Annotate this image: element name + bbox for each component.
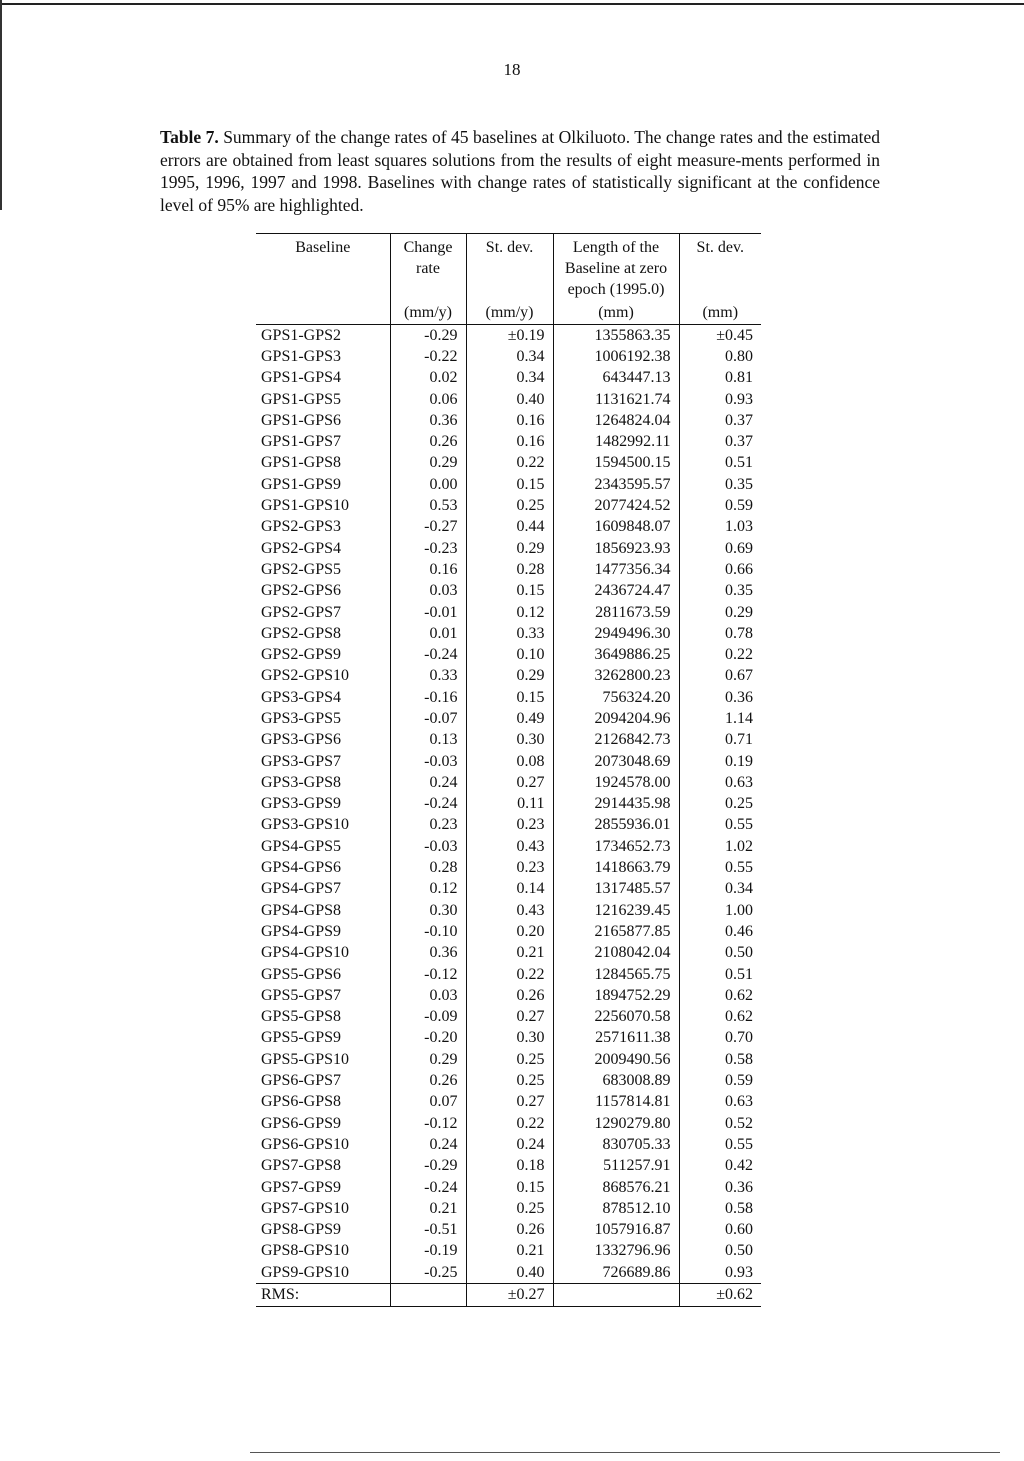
- cell-baseline: GPS2-GPS6: [261, 582, 342, 600]
- cell-length: 2165877.85: [553, 921, 679, 942]
- cell-baseline: GPS5-GPS9: [261, 1029, 342, 1047]
- cell-st-dev-length: 0.59: [679, 1070, 761, 1091]
- cell-length: 1290279.80: [553, 1113, 679, 1134]
- cell-change-rate: -0.23: [390, 538, 466, 559]
- cell-change-rate: -0.24: [390, 1177, 466, 1198]
- cell-baseline: GPS3-GPS6: [261, 731, 342, 749]
- cell-length: 2094204.96: [553, 708, 679, 729]
- table-row: [256, 1007, 761, 1028]
- cell-baseline: GPS1-GPS7: [261, 433, 342, 451]
- cell-baseline: GPS1-GPS2: [261, 326, 342, 344]
- cell-length: 878512.10: [553, 1198, 679, 1219]
- cell-change-rate: -0.12: [390, 1113, 466, 1134]
- table-row: [256, 431, 761, 452]
- cell-length: 756324.20: [553, 687, 679, 708]
- cell-length: 1264824.04: [553, 410, 679, 431]
- cell-st-dev-length: 1.03: [679, 517, 761, 538]
- cell-change-rate: 0.24: [390, 772, 466, 793]
- cell-change-rate: 0.03: [390, 985, 466, 1006]
- cell-change-rate: 0.01: [390, 623, 466, 644]
- caption-label: Table 7.: [160, 127, 219, 147]
- cell-st-dev-rate: 0.43: [466, 836, 553, 857]
- table-row: [256, 602, 761, 623]
- cell-baseline: GPS7-GPS9: [261, 1178, 342, 1196]
- caption-text: Summary of the change rates of 45 baselines at Olkiluoto. The change rates and the estimated errors are obtained from least squares solutions from the results of eight measure-ments performed in 1995, 1996, 1997 and 1998. Baselines with change rates of statistically significant at the confidence level of 95% are highlighted.: [160, 127, 880, 215]
- top-border-line: [0, 3, 1024, 5]
- cell-st-dev-length: 1.14: [679, 708, 761, 729]
- cell-baseline: GPS2-GPS9: [261, 646, 342, 664]
- cell-st-dev-length: 0.70: [679, 1028, 761, 1049]
- cell-baseline: GPS1-GPS5: [261, 390, 342, 408]
- cell-baseline: GPS3-GPS7: [261, 752, 342, 770]
- table-row: [256, 985, 761, 1006]
- cell-st-dev-rate: 0.08: [466, 751, 553, 772]
- cell-baseline: GPS2-GPS3: [261, 518, 342, 536]
- cell-change-rate: -0.24: [390, 794, 466, 815]
- table-row: [256, 1156, 761, 1177]
- table-row: [256, 687, 761, 708]
- header-st-dev-rate: St. dev.: [466, 234, 553, 301]
- cell-baseline: GPS1-GPS9: [261, 475, 342, 493]
- cell-st-dev-length: 0.51: [679, 453, 761, 474]
- cell-st-dev-length: 0.62: [679, 985, 761, 1006]
- table-row: [256, 410, 761, 431]
- cell-change-rate: 0.03: [390, 581, 466, 602]
- cell-length: 1477356.34: [553, 559, 679, 580]
- unit-st-dev-length: (mm): [679, 300, 761, 325]
- cell-baseline: GPS8-GPS9: [261, 1221, 342, 1239]
- cell-length: 1157814.81: [553, 1092, 679, 1113]
- left-border-line: [0, 0, 2, 210]
- cell-st-dev-rate: 0.11: [466, 794, 553, 815]
- cell-length: 3262800.23: [553, 666, 679, 687]
- cell-st-dev-length: 0.78: [679, 623, 761, 644]
- cell-length: 1332796.96: [553, 1241, 679, 1262]
- cell-st-dev-rate: 0.10: [466, 644, 553, 665]
- cell-baseline: GPS3-GPS8: [261, 773, 342, 791]
- cell-baseline: GPS6-GPS9: [261, 1114, 342, 1132]
- cell-baseline: GPS1-GPS6: [261, 411, 342, 429]
- cell-baseline: GPS2-GPS4: [261, 539, 342, 557]
- cell-st-dev-length: ±0.45: [679, 325, 761, 347]
- cell-length: 1317485.57: [553, 879, 679, 900]
- table-row: [256, 1092, 761, 1113]
- cell-st-dev-rate: 0.16: [466, 431, 553, 452]
- table-row: [256, 474, 761, 495]
- cell-change-rate: 0.33: [390, 666, 466, 687]
- cell-baseline: GPS3-GPS9: [261, 795, 342, 813]
- cell-st-dev-length: 0.71: [679, 730, 761, 751]
- cell-change-rate: 0.02: [390, 368, 466, 389]
- cell-length: 830705.33: [553, 1134, 679, 1155]
- cell-st-dev-length: 0.63: [679, 772, 761, 793]
- cell-baseline: GPS2-GPS5: [261, 560, 342, 578]
- cell-st-dev-length: 0.62: [679, 1007, 761, 1028]
- cell-st-dev-length: 0.19: [679, 751, 761, 772]
- cell-length: 2077424.52: [553, 495, 679, 516]
- cell-baseline: GPS8-GPS10: [261, 1242, 350, 1260]
- cell-st-dev-rate: 0.21: [466, 1241, 553, 1262]
- cell-change-rate: 0.53: [390, 495, 466, 516]
- cell-change-rate: 0.26: [390, 431, 466, 452]
- header-st-dev-length: St. dev.: [679, 234, 761, 301]
- cell-st-dev-rate: 0.15: [466, 1177, 553, 1198]
- cell-change-rate: 0.13: [390, 730, 466, 751]
- cell-change-rate: -0.29: [390, 325, 466, 347]
- cell-change-rate: 0.16: [390, 559, 466, 580]
- cell-st-dev-rate: 0.27: [466, 1092, 553, 1113]
- cell-st-dev-length: 0.46: [679, 921, 761, 942]
- baseline-change-rate-table: [256, 233, 761, 1307]
- cell-st-dev-length: 0.37: [679, 410, 761, 431]
- cell-baseline: GPS5-GPS10: [261, 1050, 350, 1068]
- cell-change-rate: -0.25: [390, 1262, 466, 1284]
- cell-baseline: GPS3-GPS5: [261, 709, 342, 727]
- cell-st-dev-length: 0.50: [679, 1241, 761, 1262]
- cell-st-dev-length: 0.35: [679, 474, 761, 495]
- rms-rate-cell: [390, 1284, 466, 1306]
- table-row: [256, 1049, 761, 1070]
- cell-baseline: GPS6-GPS10: [261, 1135, 350, 1153]
- cell-length: 1734652.73: [553, 836, 679, 857]
- rms-st-dev-rate: ±0.27: [466, 1284, 553, 1306]
- cell-change-rate: 0.12: [390, 879, 466, 900]
- cell-baseline: GPS5-GPS6: [261, 965, 342, 983]
- cell-change-rate: -0.12: [390, 964, 466, 985]
- cell-change-rate: 0.21: [390, 1198, 466, 1219]
- cell-change-rate: -0.20: [390, 1028, 466, 1049]
- table-row: [256, 879, 761, 900]
- cell-change-rate: 0.29: [390, 1049, 466, 1070]
- cell-st-dev-rate: 0.30: [466, 730, 553, 751]
- cell-change-rate: -0.01: [390, 602, 466, 623]
- cell-length: 683008.89: [553, 1070, 679, 1091]
- cell-st-dev-length: 0.63: [679, 1092, 761, 1113]
- cell-change-rate: -0.09: [390, 1007, 466, 1028]
- table-row: [256, 1177, 761, 1198]
- cell-st-dev-rate: 0.29: [466, 538, 553, 559]
- cell-st-dev-length: 0.69: [679, 538, 761, 559]
- rms-label: RMS:: [256, 1284, 390, 1306]
- cell-st-dev-rate: 0.15: [466, 474, 553, 495]
- table-row: [256, 1241, 761, 1262]
- table-row: [256, 1070, 761, 1091]
- cell-baseline: GPS2-GPS8: [261, 624, 342, 642]
- cell-change-rate: 0.29: [390, 453, 466, 474]
- table-row: [256, 559, 761, 580]
- cell-length: 1594500.15: [553, 453, 679, 474]
- table-row: [256, 1028, 761, 1049]
- cell-st-dev-rate: 0.40: [466, 1262, 553, 1284]
- table-row: [256, 900, 761, 921]
- table-row: [256, 1198, 761, 1219]
- cell-change-rate: -0.19: [390, 1241, 466, 1262]
- cell-length: 2436724.47: [553, 581, 679, 602]
- cell-baseline: GPS3-GPS10: [261, 816, 350, 834]
- table-units-row: [256, 300, 761, 325]
- cell-baseline: GPS4-GPS9: [261, 922, 342, 940]
- cell-length: 2108042.04: [553, 943, 679, 964]
- cell-length: 2009490.56: [553, 1049, 679, 1070]
- cell-st-dev-rate: 0.15: [466, 581, 553, 602]
- cell-baseline: GPS4-GPS6: [261, 859, 342, 877]
- unit-length: (mm): [553, 300, 679, 325]
- cell-change-rate: -0.29: [390, 1156, 466, 1177]
- cell-change-rate: -0.03: [390, 836, 466, 857]
- cell-baseline: GPS4-GPS10: [261, 944, 350, 962]
- cell-st-dev-length: 0.36: [679, 1177, 761, 1198]
- cell-length: 1856923.93: [553, 538, 679, 559]
- cell-baseline: GPS6-GPS7: [261, 1072, 342, 1090]
- cell-st-dev-rate: 0.22: [466, 453, 553, 474]
- cell-length: 2855936.01: [553, 815, 679, 836]
- cell-st-dev-rate: 0.40: [466, 389, 553, 410]
- table-row: [256, 794, 761, 815]
- cell-st-dev-length: 0.59: [679, 495, 761, 516]
- cell-length: 643447.13: [553, 368, 679, 389]
- table-row: [256, 325, 761, 347]
- table-row: [256, 751, 761, 772]
- cell-st-dev-length: 0.36: [679, 687, 761, 708]
- table-row: [256, 836, 761, 857]
- table-row: [256, 581, 761, 602]
- cell-st-dev-rate: 0.22: [466, 964, 553, 985]
- cell-st-dev-length: 0.58: [679, 1198, 761, 1219]
- table-row: [256, 495, 761, 516]
- unit-baseline: [256, 300, 390, 325]
- cell-st-dev-rate: 0.28: [466, 559, 553, 580]
- cell-st-dev-rate: 0.14: [466, 879, 553, 900]
- cell-baseline: GPS5-GPS8: [261, 1008, 342, 1026]
- cell-st-dev-length: 0.81: [679, 368, 761, 389]
- cell-length: 1418663.79: [553, 857, 679, 878]
- cell-st-dev-length: 1.02: [679, 836, 761, 857]
- cell-st-dev-rate: 0.16: [466, 410, 553, 431]
- cell-st-dev-rate: 0.25: [466, 495, 553, 516]
- cell-st-dev-rate: 0.23: [466, 857, 553, 878]
- cell-change-rate: -0.51: [390, 1219, 466, 1240]
- cell-st-dev-length: 0.93: [679, 389, 761, 410]
- cell-change-rate: 0.28: [390, 857, 466, 878]
- table-row: [256, 943, 761, 964]
- cell-baseline: GPS7-GPS8: [261, 1157, 342, 1175]
- cell-baseline: GPS9-GPS10: [261, 1263, 350, 1281]
- unit-st-dev-rate: (mm/y): [466, 300, 553, 325]
- table-row: [256, 1219, 761, 1240]
- cell-st-dev-rate: 0.15: [466, 687, 553, 708]
- cell-baseline: GPS6-GPS8: [261, 1093, 342, 1111]
- cell-baseline: GPS4-GPS7: [261, 880, 342, 898]
- table-row: [256, 964, 761, 985]
- table-header-row: [256, 234, 761, 301]
- cell-change-rate: -0.24: [390, 644, 466, 665]
- cell-length: 1006192.38: [553, 346, 679, 367]
- rms-row: [256, 1284, 761, 1306]
- cell-st-dev-length: 1.00: [679, 900, 761, 921]
- cell-st-dev-rate: 0.18: [466, 1156, 553, 1177]
- cell-st-dev-length: 0.60: [679, 1219, 761, 1240]
- page-number: 18: [503, 60, 521, 79]
- cell-st-dev-rate: 0.22: [466, 1113, 553, 1134]
- table-row: [256, 1262, 761, 1284]
- table-row: [256, 517, 761, 538]
- header-length: Length of the Baseline at zero epoch (1995.0): [553, 234, 679, 301]
- table-row: [256, 389, 761, 410]
- cell-baseline: GPS3-GPS4: [261, 688, 342, 706]
- table-row: [256, 346, 761, 367]
- table-row: [256, 453, 761, 474]
- cell-change-rate: -0.27: [390, 517, 466, 538]
- cell-st-dev-rate: 0.21: [466, 943, 553, 964]
- table-caption: [160, 126, 880, 216]
- cell-st-dev-rate: ±0.19: [466, 325, 553, 347]
- cell-st-dev-rate: 0.12: [466, 602, 553, 623]
- cell-change-rate: 0.07: [390, 1092, 466, 1113]
- cell-length: 511257.91: [553, 1156, 679, 1177]
- bottom-border-line: [250, 1452, 1000, 1453]
- cell-baseline: GPS1-GPS10: [261, 497, 350, 515]
- cell-st-dev-length: 0.58: [679, 1049, 761, 1070]
- cell-length: 1131621.74: [553, 389, 679, 410]
- cell-length: 1609848.07: [553, 517, 679, 538]
- table-row: [256, 730, 761, 751]
- cell-st-dev-rate: 0.49: [466, 708, 553, 729]
- table-row: [256, 623, 761, 644]
- table-row: [256, 772, 761, 793]
- table-row: [256, 815, 761, 836]
- cell-st-dev-length: 0.25: [679, 794, 761, 815]
- cell-st-dev-rate: 0.20: [466, 921, 553, 942]
- cell-length: 868576.21: [553, 1177, 679, 1198]
- cell-st-dev-rate: 0.25: [466, 1049, 553, 1070]
- table-row: [256, 857, 761, 878]
- cell-st-dev-rate: 0.25: [466, 1070, 553, 1091]
- cell-st-dev-rate: 0.26: [466, 1219, 553, 1240]
- cell-st-dev-length: 0.22: [679, 644, 761, 665]
- table-row: [256, 368, 761, 389]
- cell-st-dev-length: 0.29: [679, 602, 761, 623]
- cell-baseline: GPS4-GPS5: [261, 837, 342, 855]
- cell-baseline: GPS1-GPS3: [261, 347, 342, 365]
- cell-st-dev-length: 0.42: [679, 1156, 761, 1177]
- cell-st-dev-length: 0.51: [679, 964, 761, 985]
- rms-length-cell: [553, 1284, 679, 1306]
- cell-st-dev-length: 0.80: [679, 346, 761, 367]
- table-row: [256, 1134, 761, 1155]
- cell-change-rate: -0.03: [390, 751, 466, 772]
- unit-change-rate: (mm/y): [390, 300, 466, 325]
- header-baseline: Baseline: [256, 234, 390, 301]
- cell-length: 1216239.45: [553, 900, 679, 921]
- cell-st-dev-length: 0.52: [679, 1113, 761, 1134]
- cell-st-dev-rate: 0.23: [466, 815, 553, 836]
- cell-change-rate: -0.07: [390, 708, 466, 729]
- cell-length: 2571611.38: [553, 1028, 679, 1049]
- cell-length: 2949496.30: [553, 623, 679, 644]
- cell-change-rate: 0.36: [390, 943, 466, 964]
- cell-change-rate: 0.24: [390, 1134, 466, 1155]
- cell-length: 2343595.57: [553, 474, 679, 495]
- cell-st-dev-rate: 0.30: [466, 1028, 553, 1049]
- cell-st-dev-rate: 0.34: [466, 346, 553, 367]
- cell-change-rate: 0.36: [390, 410, 466, 431]
- cell-change-rate: -0.16: [390, 687, 466, 708]
- cell-length: 2811673.59: [553, 602, 679, 623]
- table-body: [256, 325, 761, 1284]
- cell-length: 2126842.73: [553, 730, 679, 751]
- cell-st-dev-rate: 0.34: [466, 368, 553, 389]
- cell-st-dev-length: 0.55: [679, 1134, 761, 1155]
- cell-baseline: GPS1-GPS8: [261, 454, 342, 472]
- cell-st-dev-length: 0.34: [679, 879, 761, 900]
- cell-st-dev-rate: 0.33: [466, 623, 553, 644]
- cell-baseline: GPS1-GPS4: [261, 369, 342, 387]
- cell-st-dev-length: 0.50: [679, 943, 761, 964]
- cell-st-dev-length: 0.35: [679, 581, 761, 602]
- cell-length: 1355863.35: [553, 325, 679, 347]
- cell-length: 2256070.58: [553, 1007, 679, 1028]
- cell-st-dev-rate: 0.25: [466, 1198, 553, 1219]
- cell-change-rate: -0.22: [390, 346, 466, 367]
- cell-st-dev-length: 0.67: [679, 666, 761, 687]
- cell-length: 3649886.25: [553, 644, 679, 665]
- cell-st-dev-rate: 0.27: [466, 1007, 553, 1028]
- cell-baseline: GPS2-GPS7: [261, 603, 342, 621]
- cell-st-dev-length: 0.55: [679, 815, 761, 836]
- cell-st-dev-rate: 0.29: [466, 666, 553, 687]
- cell-st-dev-rate: 0.26: [466, 985, 553, 1006]
- cell-length: 2914435.98: [553, 794, 679, 815]
- cell-st-dev-length: 0.55: [679, 857, 761, 878]
- header-change-rate: Change rate: [390, 234, 466, 301]
- cell-st-dev-length: 0.93: [679, 1262, 761, 1284]
- cell-length: 1894752.29: [553, 985, 679, 1006]
- table-row: [256, 921, 761, 942]
- cell-change-rate: 0.30: [390, 900, 466, 921]
- cell-change-rate: 0.00: [390, 474, 466, 495]
- cell-length: 1057916.87: [553, 1219, 679, 1240]
- cell-length: 2073048.69: [553, 751, 679, 772]
- cell-length: 1482992.11: [553, 431, 679, 452]
- cell-change-rate: 0.06: [390, 389, 466, 410]
- cell-change-rate: 0.23: [390, 815, 466, 836]
- table-row: [256, 644, 761, 665]
- cell-change-rate: 0.26: [390, 1070, 466, 1091]
- table-row: [256, 708, 761, 729]
- cell-length: 726689.86: [553, 1262, 679, 1284]
- cell-st-dev-length: 0.37: [679, 431, 761, 452]
- table-row: [256, 1113, 761, 1134]
- cell-baseline: GPS2-GPS10: [261, 667, 350, 685]
- cell-baseline: GPS7-GPS10: [261, 1199, 350, 1217]
- cell-st-dev-length: 0.66: [679, 559, 761, 580]
- cell-baseline: GPS5-GPS7: [261, 986, 342, 1004]
- cell-st-dev-rate: 0.44: [466, 517, 553, 538]
- table-row: [256, 666, 761, 687]
- cell-change-rate: -0.10: [390, 921, 466, 942]
- cell-length: 1284565.75: [553, 964, 679, 985]
- cell-st-dev-rate: 0.43: [466, 900, 553, 921]
- table-row: [256, 538, 761, 559]
- cell-st-dev-rate: 0.24: [466, 1134, 553, 1155]
- cell-st-dev-rate: 0.27: [466, 772, 553, 793]
- cell-length: 1924578.00: [553, 772, 679, 793]
- rms-st-dev-length: ±0.62: [679, 1284, 761, 1306]
- cell-baseline: GPS4-GPS8: [261, 901, 342, 919]
